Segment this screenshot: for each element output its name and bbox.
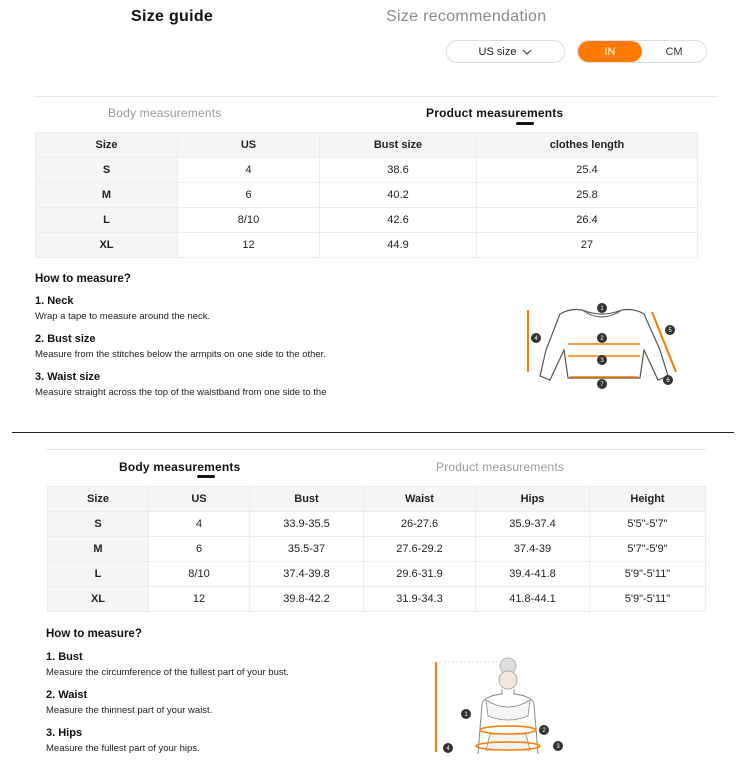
table-cell: 37.4-39 [476, 537, 590, 562]
table-row [36, 158, 698, 183]
column-header: Size [36, 133, 178, 158]
table-cell: 44.9 [320, 233, 477, 258]
column-header: US [178, 133, 320, 158]
marker-label: 2 [600, 336, 604, 342]
column-header: Size [48, 487, 149, 512]
step-title: 1. Neck [35, 295, 74, 307]
table-row [36, 208, 698, 233]
table-cell: 6 [149, 537, 250, 562]
table-cell: 12 [149, 587, 250, 612]
column-header: Height [590, 487, 706, 512]
table-cell: S [48, 512, 149, 537]
column-header: Hips [476, 487, 590, 512]
step-desc: Measure the circumference of the fullest part of your bust. [46, 667, 289, 678]
step-title: 2. Bust size [35, 333, 96, 345]
marker-label: 3 [600, 358, 604, 364]
table-cell: 5'9"-5'11" [590, 562, 706, 587]
table-cell: 5'5"-5'7" [590, 512, 706, 537]
table-cell: 8/10 [178, 208, 320, 233]
table-cell: 25.8 [477, 183, 698, 208]
table-row [36, 233, 698, 258]
step-title: 1. Bust [46, 651, 83, 663]
table-cell: 40.2 [320, 183, 477, 208]
column-header: clothes length [477, 133, 698, 158]
table-cell: 6 [178, 183, 320, 208]
garment-diagram [522, 300, 682, 392]
column-header: Bust size [320, 133, 477, 158]
table-row [48, 537, 706, 562]
table-header-row [36, 133, 698, 158]
step-desc: Measure straight across the top of the waistband from one side to the [35, 387, 327, 398]
table-cell: XL [36, 233, 178, 258]
body-size-table [47, 486, 706, 612]
table-cell: 38.6 [320, 158, 477, 183]
tab-size-guide[interactable]: Size guide [131, 8, 214, 25]
step-desc: Measure the fullest part of your hips. [46, 743, 200, 754]
step-title: 3. Hips [46, 727, 83, 739]
marker-label: 3 [556, 744, 560, 750]
table-cell: L [48, 562, 149, 587]
table-cell: M [36, 183, 178, 208]
size-system-label: US size [478, 45, 517, 58]
unit-in-button[interactable]: IN [578, 41, 642, 62]
step-desc: Measure from the stitches below the armpits on one side to the other. [35, 349, 326, 360]
chevron-down-icon [522, 48, 532, 56]
table-cell: 27 [477, 233, 698, 258]
table-cell: S [36, 158, 178, 183]
table-cell: 29.6-31.9 [364, 562, 476, 587]
table-cell: 27.6-29.2 [364, 537, 476, 562]
table-header-row [48, 487, 706, 512]
marker-label: 1 [600, 306, 604, 312]
unit-cm-button[interactable]: CM [665, 45, 683, 58]
tab-product-measurements[interactable]: Product measurements [426, 106, 564, 120]
marker-label: 2 [542, 728, 546, 734]
divider [46, 449, 706, 450]
how-to-heading: How to measure? [46, 628, 142, 640]
marker-label: 1 [464, 712, 468, 718]
table-cell: 12 [178, 233, 320, 258]
table-row [36, 183, 698, 208]
table-cell: XL [48, 587, 149, 612]
product-size-table [35, 132, 698, 258]
table-cell: 39.4-41.8 [476, 562, 590, 587]
table-cell: 31.9-34.3 [364, 587, 476, 612]
table-cell: 42.6 [320, 208, 477, 233]
table-row [48, 512, 706, 537]
step-desc: Measure the thinnest part of your waist. [46, 705, 213, 716]
table-cell: 35.5-37 [250, 537, 364, 562]
marker-label: 4 [446, 746, 450, 752]
tab-body-measurements[interactable]: Body measurements [108, 106, 222, 120]
step-title: 2. Waist [46, 689, 88, 701]
table-row [48, 562, 706, 587]
table-cell: 25.4 [477, 158, 698, 183]
table-row [48, 587, 706, 612]
table-cell: 26.4 [477, 208, 698, 233]
step-title: 3. Waist size [35, 371, 101, 383]
unit-toggle [577, 40, 707, 63]
marker-label: 7 [600, 382, 604, 388]
table-cell: 4 [178, 158, 320, 183]
active-tab-indicator [197, 475, 215, 478]
column-header: Waist [364, 487, 476, 512]
active-tab-indicator [516, 122, 534, 125]
table-cell: 4 [149, 512, 250, 537]
tab-body-measurements[interactable]: Body measurements [119, 460, 241, 474]
divider [34, 96, 718, 97]
column-header: Bust [250, 487, 364, 512]
tab-size-recommendation[interactable]: Size recommendation [386, 8, 547, 25]
marker-label: 4 [534, 336, 538, 342]
table-cell: 35.9-37.4 [476, 512, 590, 537]
marker-label: 5 [668, 328, 672, 334]
table-cell: 5'7"-5'9" [590, 537, 706, 562]
table-cell: M [48, 537, 149, 562]
table-cell: L [36, 208, 178, 233]
table-cell: 41.8-44.1 [476, 587, 590, 612]
table-cell: 37.4-39.8 [250, 562, 364, 587]
table-cell: 26-27.6 [364, 512, 476, 537]
step-desc: Wrap a tape to measure around the neck. [35, 311, 211, 322]
table-cell: 39.8-42.2 [250, 587, 364, 612]
table-cell: 5'9"-5'11" [590, 587, 706, 612]
table-cell: 33.9-35.5 [250, 512, 364, 537]
size-system-select[interactable] [446, 40, 565, 63]
how-to-heading: How to measure? [35, 273, 131, 285]
table-cell: 8/10 [149, 562, 250, 587]
section-separator [12, 432, 734, 433]
marker-label: 6 [666, 378, 670, 384]
column-header: US [149, 487, 250, 512]
tab-product-measurements[interactable]: Product measurements [436, 460, 565, 474]
body-diagram [430, 654, 570, 756]
